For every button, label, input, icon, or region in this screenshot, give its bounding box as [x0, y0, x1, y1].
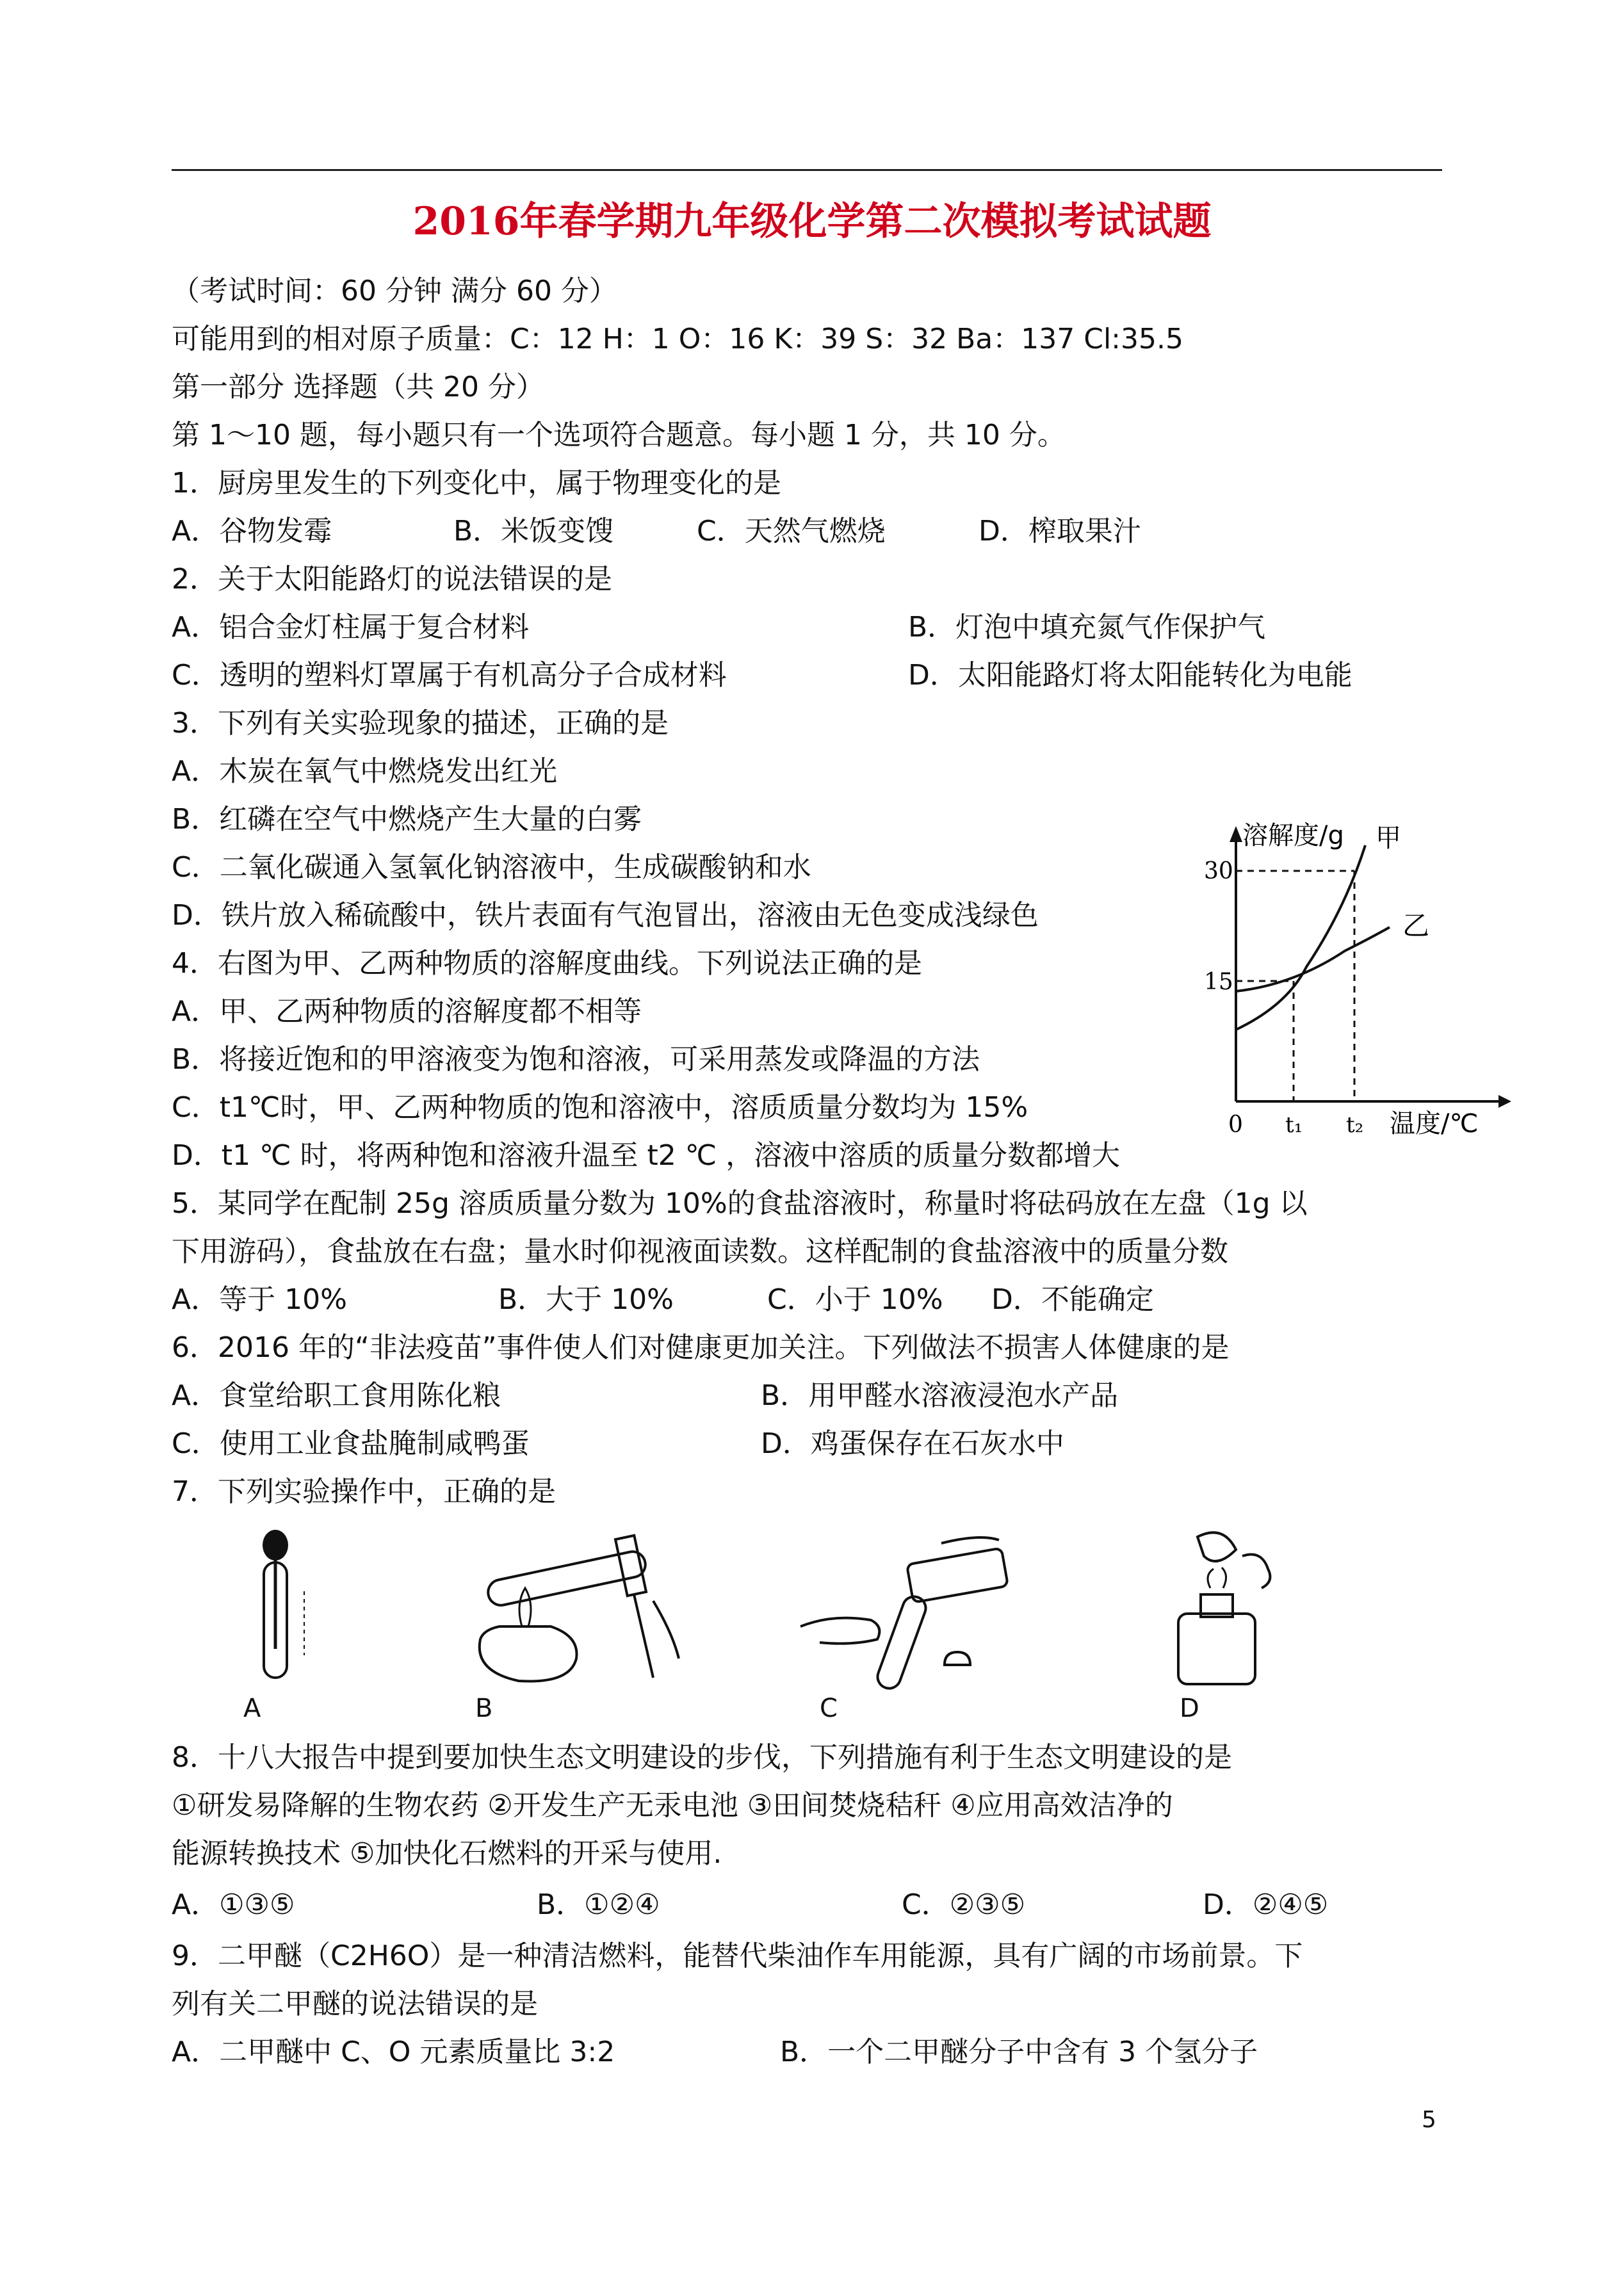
hand-holding: [634, 1594, 679, 1678]
q8-option-b: B．①②④: [537, 1888, 660, 1921]
exam-info: （考试时间：60 分钟 满分 60 分）: [172, 275, 617, 307]
q5-option-a: A．等于 10%: [172, 1283, 347, 1316]
figure-label-c: C: [820, 1694, 838, 1723]
page-title: 2016年春学期九年级化学第二次模拟考试试题: [412, 199, 1212, 244]
curve-jia: [1236, 845, 1365, 1030]
q4-stem: 4．右图为甲、乙两种物质的溶解度曲线。下列说法正确的是: [172, 947, 922, 980]
q8-option-c: C．②③⑤: [902, 1888, 1026, 1921]
alcohol-lamp: [480, 1626, 577, 1682]
y-tick-15: 15: [1204, 969, 1233, 995]
q2-option-c: C．透明的塑料灯罩属于有机高分子合成材料: [172, 659, 727, 692]
q9-option-a: A．二甲醚中 C、O 元素质量比 3:2: [172, 2036, 615, 2068]
q7-stem: 7．下列实验操作中，正确的是: [172, 1475, 556, 1508]
x-axis-arrow: [1498, 1095, 1511, 1108]
right-hand: [941, 1537, 999, 1543]
y-axis-label: 溶解度/g: [1242, 821, 1344, 850]
reagent-bottle: [907, 1548, 1008, 1602]
q8-stem: 8．十八大报告中提到要加快生态文明建设的步伐，下列措施有利于生态文明建设的是: [172, 1741, 1232, 1774]
q9-stem-line1: 9．二甲醚（C2H6O）是一种清洁燃料，能替代柴油作车用能源，具有广阔的市场前景。下: [172, 1940, 1303, 1972]
x-tick-t2: t₂: [1346, 1112, 1364, 1138]
instructions: 第 1～10 题，每小题只有一个选项符合题意。每小题 1 分，共 10 分。: [172, 419, 1066, 451]
q8-items-line2: 能源转换技术 ⑤加快化石燃料的开采与使用.: [172, 1837, 722, 1870]
q3-option-b: B．红磷在空气中燃烧产生大量的白雾: [172, 803, 642, 836]
q4-option-c: C．t1℃时，甲、乙两种物质的饱和溶液中，溶质质量分数均为 15%: [172, 1091, 1028, 1124]
x-tick-0: 0: [1228, 1112, 1243, 1138]
part-heading: 第一部分 选择题（共 20 分）: [172, 371, 544, 403]
dropper-bulb: [263, 1530, 288, 1561]
q5-option-d: D．不能确定: [991, 1283, 1154, 1316]
q2-stem: 2．关于太阳能路灯的说法错误的是: [172, 563, 612, 596]
y-tick-30: 30: [1204, 858, 1233, 884]
q1-stem: 1．厨房里发生的下列变化中，属于物理变化的是: [172, 467, 781, 499]
q5-stem-line2: 下用游码），食盐放在右盘；量水时仰视液面读数。这样配制的食盐溶液中的质量分数: [172, 1235, 1228, 1268]
q9-option-b: B．一个二甲醚分子中含有 3 个氢分子: [780, 2036, 1258, 2068]
q6-option-d: D．鸡蛋保存在石灰水中: [761, 1427, 1064, 1460]
hand-fanning: [1242, 1555, 1270, 1589]
lamp-flame: [519, 1588, 531, 1626]
header-rule: [172, 169, 1442, 171]
q5-stem-line1: 5．某同学在配制 25g 溶质质量分数为 10%的食盐溶液时，称量时将砝码放在左盘（1g 以: [172, 1187, 1308, 1220]
q4-option-a: A．甲、乙两种物质的溶解度都不相等: [172, 995, 642, 1028]
q1-option-d: D．榨取果汁: [978, 515, 1141, 547]
q6-option-b: B．用甲醛水溶液浸泡水产品: [761, 1379, 1119, 1412]
page-number: 5: [1422, 2107, 1436, 2133]
q3-stem: 3．下列有关实验现象的描述，正确的是: [172, 707, 669, 740]
q5-option-c: C．小于 10%: [767, 1283, 943, 1316]
face-nose: [1198, 1532, 1236, 1561]
q2-option-b: B．灯泡中填充氮气作保护气: [908, 611, 1266, 644]
q3-option-d: D．铁片放入稀硫酸中，铁片表面有气泡冒出，溶液由无色变成浅绿色: [172, 899, 1039, 932]
solubility-curve-graph: [1198, 813, 1518, 1146]
figure-b-heating: [461, 1530, 692, 1691]
y-axis-arrow: [1230, 826, 1242, 842]
series-label-yi: 乙: [1402, 910, 1430, 941]
q1-option-c: C．天然气燃烧: [697, 515, 886, 547]
q6-stem: 6．2016 年的“非法疫苗”事件使人们对健康更加关注。下列做法不损害人体健康的是: [172, 1331, 1230, 1364]
figure-c-pouring: [794, 1530, 1025, 1691]
bottle-stopper: [945, 1652, 970, 1665]
q8-option-d: D．②④⑤: [1203, 1888, 1329, 1921]
gas-wisps: [1208, 1568, 1226, 1588]
q9-stem-line2: 列有关二甲醚的说法错误的是: [172, 1988, 538, 2020]
x-tick-t1: t₁: [1285, 1112, 1303, 1138]
q3-option-a: A．木炭在氧气中燃烧发出红光: [172, 755, 558, 788]
q3-option-c: C．二氧化碳通入氢氧化钠溶液中，生成碳酸钠和水: [172, 851, 811, 884]
q5-option-b: B．大于 10%: [498, 1283, 674, 1316]
atomic-masses: 可能用到的相对原子质量：C：12 H：1 O：16 K：39 S：32 Ba：137 Cl:35.5: [172, 323, 1183, 355]
series-label-jia: 甲: [1376, 823, 1401, 853]
q6-option-a: A．食堂给职工食用陈化粮: [172, 1379, 501, 1412]
left-hand: [800, 1618, 879, 1644]
q8-items-line1: ①研发易降解的生物农药 ②开发生产无汞电池 ③田间焚烧秸秆 ④应用高效洁净的: [172, 1789, 1173, 1822]
figure-label-a: A: [243, 1694, 261, 1723]
x-axis-label: 温度/℃: [1390, 1109, 1479, 1139]
q2-option-a: A．铝合金灯柱属于复合材料: [172, 611, 530, 644]
figure-label-d: D: [1180, 1694, 1199, 1723]
receiving-tube: [874, 1593, 929, 1691]
q1-option-b: B．米饭变馊: [453, 515, 614, 547]
q4-option-d: D．t1 ℃ 时，将两种饱和溶液升温至 t2 ℃ ，溶液中溶质的质量分数都增大: [172, 1139, 1121, 1172]
tube-holder: [615, 1536, 646, 1596]
figure-a-dropper: [250, 1527, 327, 1687]
figure-d-smelling: [1165, 1524, 1294, 1691]
q2-option-d: D．太阳能路灯将太阳能转化为电能: [908, 659, 1352, 692]
figure-label-b: B: [475, 1694, 493, 1723]
q1-option-a: A．谷物发霉: [172, 515, 332, 547]
q6-option-c: C．使用工业食盐腌制咸鸭蛋: [172, 1427, 530, 1460]
q8-option-a: A．①③⑤: [172, 1888, 295, 1921]
q4-option-b: B．将接近饱和的甲溶液变为饱和溶液，可采用蒸发或降温的方法: [172, 1043, 980, 1076]
gas-bottle: [1178, 1614, 1255, 1684]
